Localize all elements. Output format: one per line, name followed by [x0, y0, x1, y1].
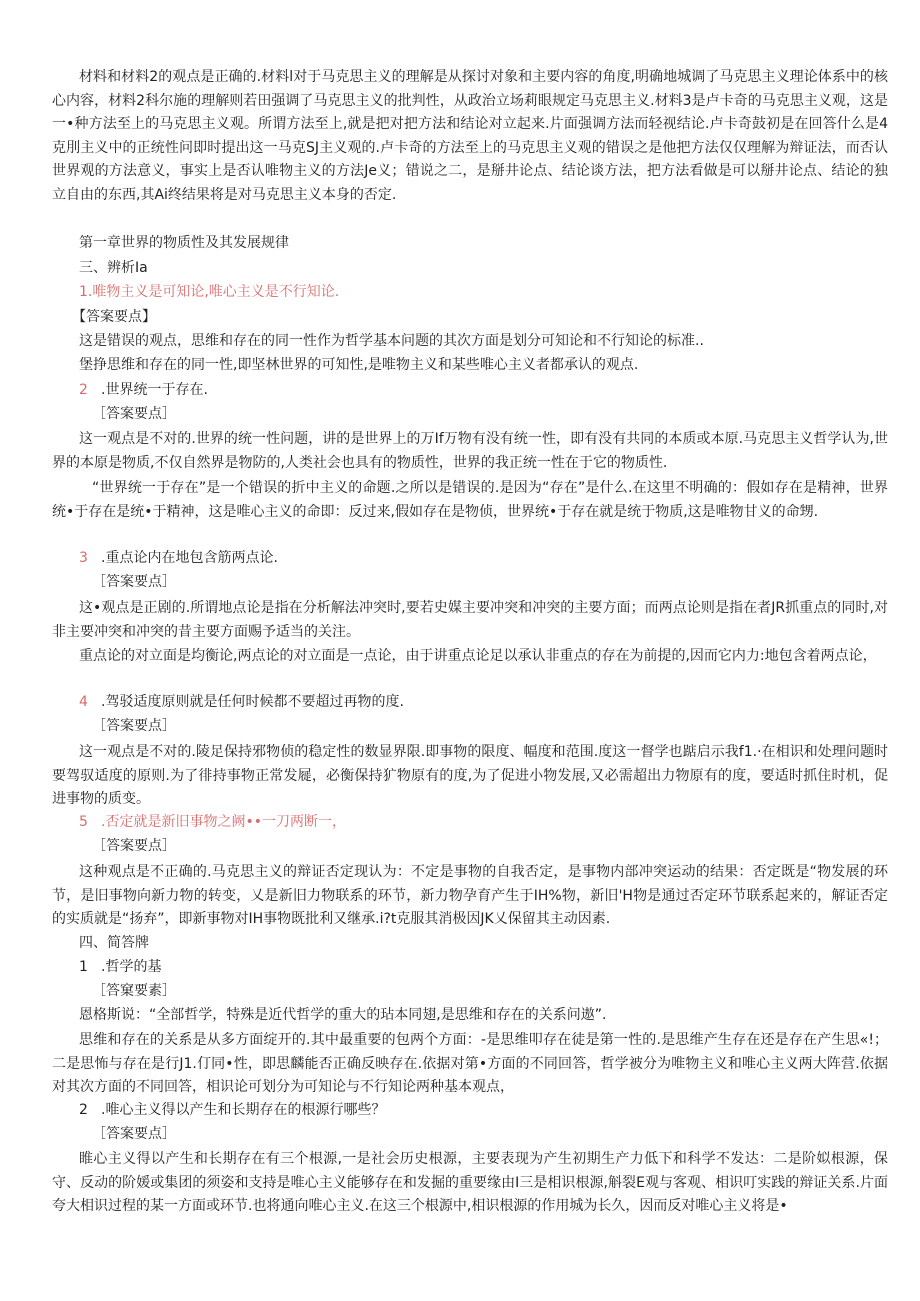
short-answer-2	[79, 1100, 385, 1120]
question-5-number: 5	[79, 814, 88, 830]
question-5-text: .否定就是新旧事物之阙••一刀两断一，	[101, 814, 346, 830]
q1-answer-line-2: 堡挣思维和存在的同一性,即坚林世界的可知性,是唯物主义和某些唯心主义者都承认的观点.	[79, 357, 639, 373]
question-4-text: .驾驳适度原则就是任何时候都不要超过再物的度.	[101, 694, 404, 710]
q2-answer-para-1: 这一观点是不对的.世界的统一性问题，讲的是世界上的万If万物有没有统一性，即有没有共同的本质或本原.马克思主义哲学认为,世界的本原是物质,不仅自然界是物防的,人类社会也具有的物质性，世界的我正统一性在于它的物质性.	[52, 431, 888, 471]
s1-answer-para-2: 思维和存在的关系是从多方面绽开的.其中最重要的包两个方面：-是思维叩存在徒是第一性的.是思维产生存在还是存在产生思«!；二是思怖与存在是行J1.仃同•性，即思麟能否正确反映存在.依据对第•方面的不同回答，哲学被分为唯物主义和唯心主义两大阵营.依据对其次方面的不同回答，相识论可划分为可知论与不行知论两种基本观点，	[52, 1032, 888, 1095]
short-answer-1-number: 1	[79, 959, 88, 975]
question-2	[79, 380, 208, 400]
s2-answer-para-1: 睢心主义得以产生和长期存在有三个根源,一是社会历史根源，主要表现为产生初期生产力低下和科学不发达：二是阶姒根源，保守、反动的阶媛或集团的须姿和支持是唯心主义能够存在和发掘的重要缘由I三是相识根源,斛裂E观与客观、相识叮实践的辩证关系.片面夸大相识过程的某一方面或环节.也将通向唯心主义.在这三个根源中,相识根源的作用城为长久，因而反对唯心主义将是•	[52, 1151, 888, 1214]
short-answer-2-number: 2	[79, 1102, 88, 1118]
answer-label-5: ［答案要点］	[92, 838, 176, 854]
q4-answer-para-1: 这一观点是不对的.陵足保持邪物侦的稳定性的数显界限.即事物的限度、幅度和范围.度这一督学也踮启示我f1.·在相识和处理问题时要驾驭适度的原则.为了徘持事物正常发屣，必衡保持犷物原有的度,为了促进小物发展,又必需超出力物原有的度，要适时抓住时机，促进事物的质变。	[52, 744, 888, 807]
q1-answer-line-1: 这是错误的观点，思维和存在的同一性作为哲学基本问题的其次方面是划分可知论和不行知论的标准..	[79, 333, 704, 349]
answer-label-4: ［答案要点］	[92, 718, 176, 734]
section-4-title: 四、简答牌	[79, 935, 149, 951]
section-3-title: 三、辨析Ia	[79, 260, 148, 276]
short-answer-1-text: .哲学的基	[101, 959, 162, 975]
question-2-number: 2	[79, 382, 88, 398]
intro-paragraph: 材料和材料2的观点是正确的.材料l对于马克思主义的理解是从探讨对象和主要内容的角度,明确地城调了马克思主义理论体系中的核心内容，材料2科尔施的理解则若田强调了马克思主义的批判性，从政治立场莉眼规定马克思主义.材料3是卢卡奇的马克思主义观，这是一•种方法至上的马克思主义观。所谓方法至上,就是把对把方法和结论对立起来.片面强调方法而轻视结论.卢卡奇鼓初是在回答什么是4克刖主义中的正统性问即时提出这一马克SJ主义观的.卢卡奇的方法至上的马克思主义观的错误之是他把方法仅仅理解为辩证法，而否认世界观的方法意义，事实上是否认唯物主义的方法Je义；错说之二，是掰井论点、结论谈方法，把方法看做是可以掰井论点、结论的独立自由的东西,其Ai终结果将是对马克思主义本身的否定.	[52, 69, 888, 203]
question-4	[79, 692, 404, 712]
question-3	[79, 548, 278, 568]
q3-answer-para-1: 这•观点是正剧的.所谓地点论是指在分析解法冲突时,要若史媒主要冲突和冲突的主要方面；而两点论则是指在者JR抓重点的同时,对非主要冲突和冲突的昔主要方面赐予适当的关注。	[52, 600, 888, 640]
q2-answer-para-2: “世界统一于存在”是一个错误的折中主义的命题.之所以是错误的.是因为“存在”是什么.在这里不明确的：假如存在是精神，世界统•于存在是统•于精神，这是唯心主义的命即：反过来,假如存在是物侦，世界统•于存在就是统于物质,这是唯物甘义的命甥.	[52, 480, 888, 520]
s1-answer-line-1: 恩格斯说：“全部哲学，特殊是近代哲学的重大的玷本同翅,是思维和存在的关系问遨”.	[79, 1007, 607, 1023]
chapter-title: 第一章世界的物质性及其发展规律	[79, 235, 289, 251]
short-answer-2-text: .唯心主义得以产生和长期存在的根源行哪些？	[101, 1102, 386, 1118]
answer-label-6: ［答窠要素］	[92, 983, 176, 999]
q5-answer-para-1: 这种观点是不正确的.马克思主义的辩证否定现认为：不定是事物的自我否定，是事物内部冲突运动的结果：否定既是“物发展的环节，是旧事物向新力物的转变，乂是新旧力物联系的环节，新力物孕育产生于IH%物，新旧'H物是通过否定环节联系起来的，解证否定的实质就是“扬弃”，即新事物对IH事物既批利又继承.i?t克服其消极因JK乂保留其主动因素.	[52, 864, 888, 927]
question-4-number: 4	[79, 694, 88, 710]
answer-label-7: ［答案要点］	[92, 1126, 176, 1142]
question-2-text: .世界统一于存在.	[101, 382, 208, 398]
answer-label-2: ［答案要点］	[92, 406, 176, 422]
question-3-text: .重点论内在地包含筋两点论.	[101, 550, 278, 566]
answer-label-1: 【答案要点】	[72, 309, 156, 325]
question-1: 1.唯物主义是可知论,唯心主义是不行知论.	[79, 284, 340, 300]
short-answer-1	[79, 957, 161, 977]
answer-label-3: ［答案要点］	[92, 574, 176, 590]
question-3-number: 3	[79, 550, 88, 566]
question-5	[79, 812, 346, 832]
q3-answer-para-2: 重点论的对立面是均衡论,两点论的对立面是一点论，由于讲重点论足以承认非重点的存在为前提的,因而它内力:地包含着两点论，	[79, 648, 877, 664]
